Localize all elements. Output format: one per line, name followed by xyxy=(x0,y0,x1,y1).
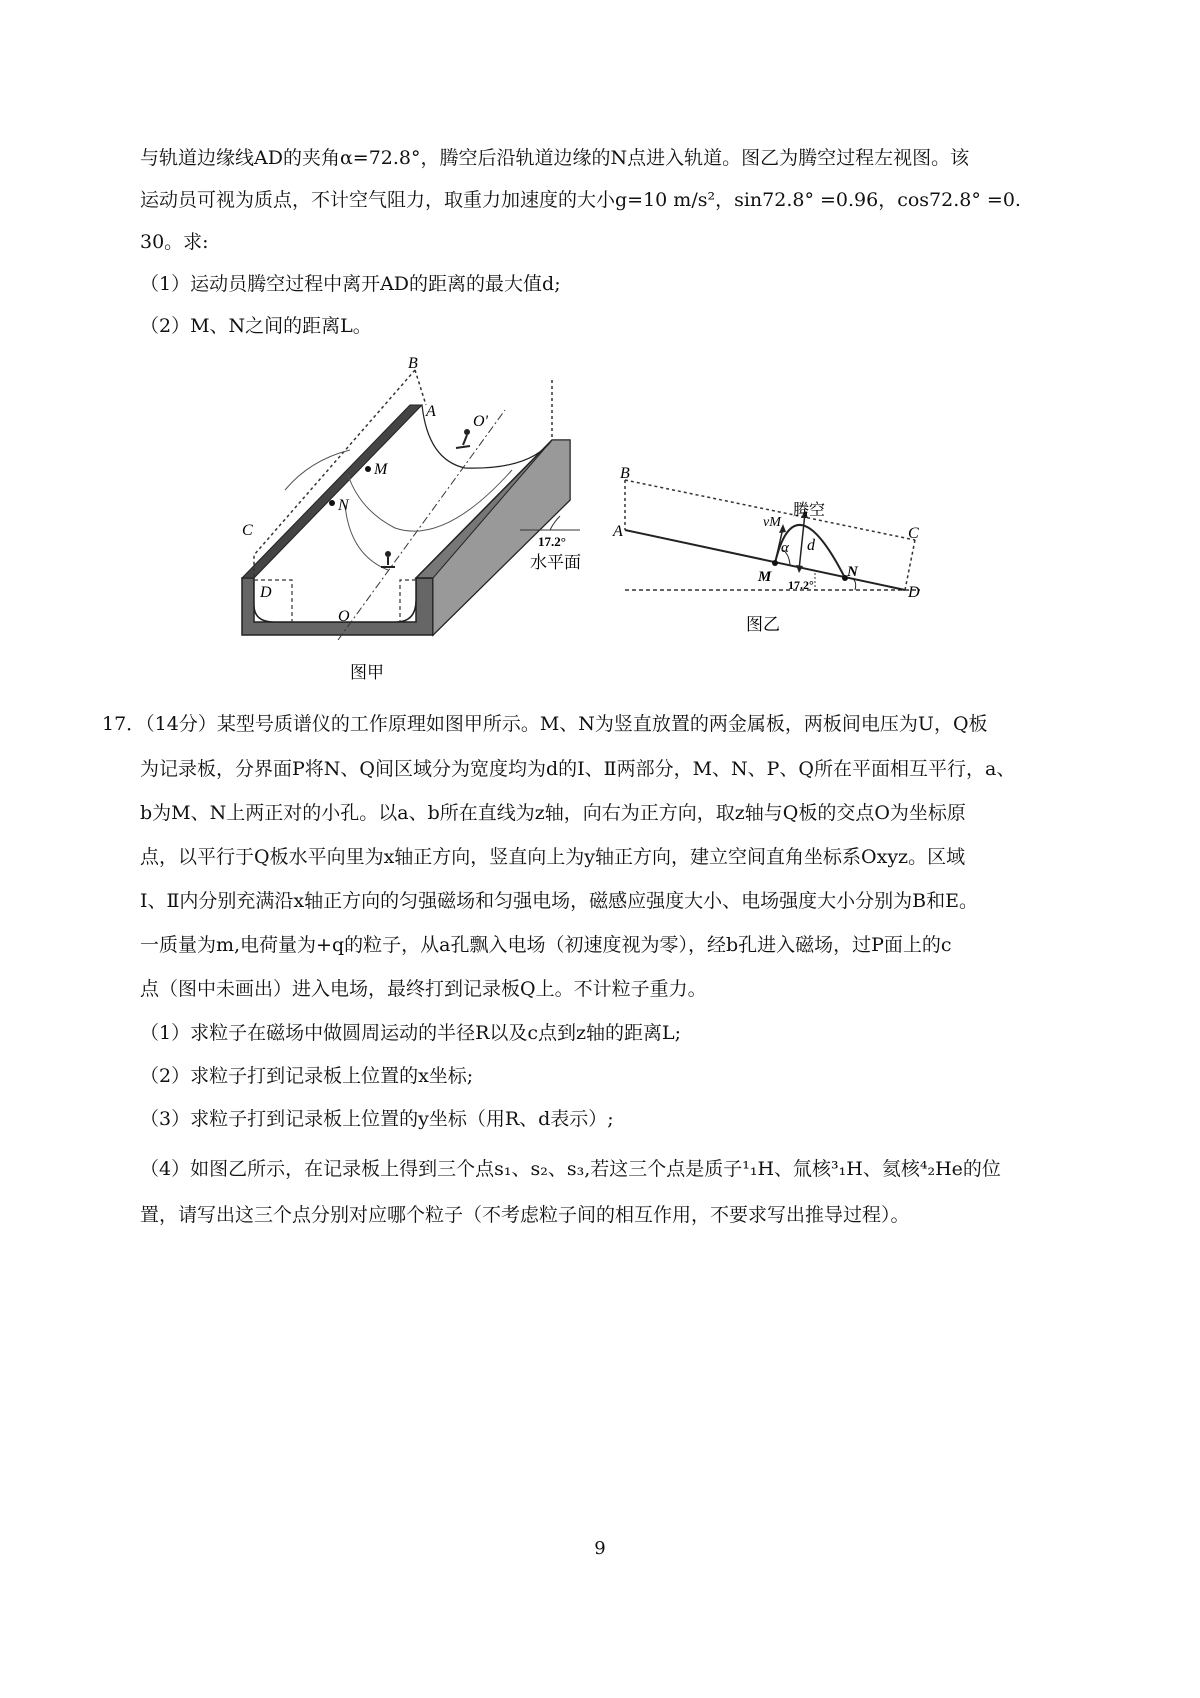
yi-label-d: D xyxy=(908,584,920,601)
yi-label-c: C xyxy=(908,525,919,542)
p16-question-1: （1）运动员腾空过程中离开AD的距离的最大值d; xyxy=(140,273,561,295)
label-c: C xyxy=(242,522,253,539)
p17-question-1: （1）求粒子在磁场中做圆周运动的半径R以及c点到z轴的距离L; xyxy=(140,1022,682,1044)
trough-channel xyxy=(254,578,416,622)
p16-line-2: 运动员可视为质点，不计空气阻力，取重力加速度的大小g=10 m/s²，sin72.8° =0.96，cos72.8° =0. xyxy=(140,189,1021,211)
label-d: D xyxy=(260,584,272,601)
label-b: B xyxy=(408,355,418,372)
skier-top-icon xyxy=(456,429,470,448)
caption-yi: 图乙 xyxy=(746,615,780,634)
label-horizontal-plane: 水平面 xyxy=(530,553,581,572)
p16-line-3: 30。求: xyxy=(140,231,209,253)
label-angle: 17.2° xyxy=(538,534,566,549)
label-n: N xyxy=(338,497,349,514)
figure-yi xyxy=(615,460,935,645)
label-m: M xyxy=(374,461,388,478)
line-bc xyxy=(625,480,915,540)
p17-line-6: 一质量为m,电荷量为+q的粒子，从a孔飘入电场（初速度视为零），经b孔进入磁场，过P面上的c xyxy=(140,934,952,956)
point-n xyxy=(329,500,335,506)
p17-question-4-cont: 置，请写出这三个点分别对应哪个粒子（不考虑粒子间的相互作用，不要求写出推导过程）。 xyxy=(140,1204,910,1226)
point-m xyxy=(365,466,371,472)
p17-line-3: b为M、N上两正对的小孔。以a、b所在直线为z轴，向右为正方向，取z轴与Q板的交点O为坐标原 xyxy=(140,802,966,824)
yi-label-a: A xyxy=(613,523,623,540)
p16-question-2: （2）M、N之间的距离L。 xyxy=(140,315,372,337)
figure-jia xyxy=(230,350,630,690)
yi-label-vm: vM xyxy=(763,515,781,530)
p17-line-2: 为记录板，分界面P将N、Q间区域分为宽度均为d的Ⅰ、Ⅱ两部分，M、N、P、Q所在平面相互平行，a、 xyxy=(140,758,1016,780)
p17-line-4: 点，以平行于Q板水平向里为x轴正方向，竖直向上为y轴正方向，建立空间直角坐标系Oxyz。区域 xyxy=(140,846,966,868)
p17-question-3: （3）求粒子打到记录板上位置的y坐标（用R、d表示）; xyxy=(140,1108,614,1130)
p17-line-5: Ⅰ、Ⅱ内分别充满沿x轴正方向的匀强磁场和匀强电场，磁感应强度大小、电场强度大小分别为B和E。 xyxy=(140,890,978,912)
trough-left-edge xyxy=(242,405,422,578)
skier-bottom-icon xyxy=(381,551,395,567)
yi-label-b: B xyxy=(620,465,630,482)
yi-label-d-dist: d xyxy=(807,537,815,554)
entry-curve xyxy=(345,505,388,570)
yi-point-m xyxy=(772,560,778,566)
yi-label-n: N xyxy=(847,564,858,580)
p17-question-2: （2）求粒子打到记录板上位置的x坐标; xyxy=(140,1065,474,1087)
page-number: 9 xyxy=(594,1538,606,1559)
yi-angle-arc xyxy=(853,579,856,590)
d-arrowhead-bottom xyxy=(796,565,803,573)
p16-line-1: 与轨道边缘线AD的夹角α=72.8°，腾空后沿轨道边缘的N点进入轨道。图乙为腾空过程左视图。该 xyxy=(140,147,970,169)
label-a: A xyxy=(426,403,436,420)
d-arrow xyxy=(799,513,805,570)
label-o-prime: O' xyxy=(473,413,488,430)
p17-line-7: 点（图中未画出）进入电场，最终打到记录板Q上。不计粒子重力。 xyxy=(140,978,707,1000)
yi-label-angle: 17.2° xyxy=(788,578,814,592)
label-o: O xyxy=(338,608,350,625)
yi-label-alpha: α xyxy=(781,540,789,556)
yi-label-m: M xyxy=(758,569,772,585)
plane-top-dotted xyxy=(415,370,426,405)
yi-label-tengkong: 腾空 xyxy=(793,502,826,519)
p17-question-4: （4）如图乙所示，在记录板上得到三个点s₁、s₂、s₃,若这三个点是质子¹₁H、氚核³₁H、氦核⁴₂He的位 xyxy=(140,1158,1001,1180)
yi-right-dotted xyxy=(905,540,915,590)
caption-jia: 图甲 xyxy=(350,663,384,682)
p17-line-1: 17．（14分）某型号质谱仪的工作原理如图甲所示。M、N为竖直放置的两金属板，两板间电压为U，Q板 xyxy=(102,713,988,735)
